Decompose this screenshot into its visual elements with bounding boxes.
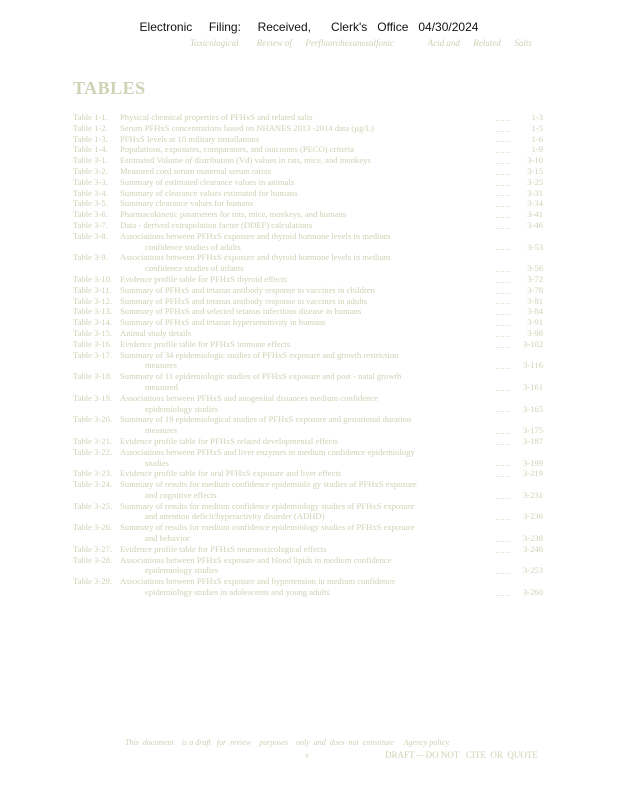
dot-leader — [496, 465, 510, 466]
dot-leader — [496, 228, 510, 229]
dot-leader — [496, 552, 510, 553]
toc-entry-title — [120, 350, 493, 372]
dot-leader — [496, 498, 510, 499]
toc-entry-page: 3-46 — [527, 219, 543, 230]
toc-entry-title-line: PFHxS levels at 10 military installations — [120, 133, 260, 144]
toc-entry-title-line: Summary of 19 epidemiological studies of PFHxS exposure and gestational duration — [120, 414, 412, 425]
toc-entry-title — [120, 436, 493, 447]
toc-entry-label: Table 3-4. — [73, 187, 108, 198]
toc-entry[interactable] — [73, 198, 543, 209]
dot-leader — [496, 519, 510, 520]
toc-entry-title-line: Evidence profile table for PFHxS thyroid effects — [120, 273, 287, 284]
dot-leader — [496, 120, 510, 121]
toc-entry[interactable] — [73, 555, 543, 577]
toc-entry-label: Table 1-4. — [73, 144, 108, 155]
dot-leader — [496, 195, 510, 196]
page-number: v — [305, 751, 309, 760]
page-title: TABLES — [73, 78, 146, 98]
toc-entry[interactable] — [73, 296, 543, 307]
toc-entry-page: 3-175 — [522, 425, 543, 436]
toc-entry-title-continuation: studies — [145, 457, 169, 468]
toc-entry-title — [120, 306, 493, 317]
toc-entry-title-line: Summary of 34 epidemiologic studies of PFHxS exposure and growth restriction — [120, 349, 399, 360]
toc-entry-title — [120, 134, 493, 145]
toc-entry-page: 3-116 — [523, 360, 543, 371]
toc-entry-title-line: Associations between PFHxS exposure and blood lipids in medium confidence — [120, 554, 392, 565]
dot-leader — [496, 206, 510, 207]
toc-entry-title — [120, 393, 493, 415]
toc-entry-page: 3-31 — [527, 187, 543, 198]
dot-leader — [496, 595, 510, 596]
toc-entry-title-line: Summary of PFHxS and tetanus hypersensitivity in humans — [120, 317, 326, 328]
toc-entry-page: 3-98 — [527, 327, 543, 338]
toc-entry-title-line: Associations between PFHxS and anogenital distances medium confidence — [120, 392, 378, 403]
toc-entry-title — [120, 296, 493, 307]
dot-leader — [496, 314, 510, 315]
toc-entry-page: 1-5 — [531, 122, 543, 133]
toc-entry-title — [120, 198, 493, 209]
toc-entry[interactable] — [73, 501, 543, 523]
toc-entry-page: 3-25 — [527, 176, 543, 187]
dot-leader — [496, 131, 510, 132]
toc-entry[interactable] — [73, 371, 543, 393]
toc-entry-label: Table 3-8. — [73, 230, 108, 241]
toc-entry-title-continuation: and behavior — [145, 533, 190, 544]
dot-leader — [496, 336, 510, 337]
toc-entry-page: 3-84 — [527, 306, 543, 317]
toc-entry-page: 1-3 — [531, 112, 543, 122]
toc-entry-label: Table 3-10. — [73, 273, 113, 284]
toc-entry-page: 3-236 — [522, 511, 543, 522]
toc-entry-label: Table 3-25. — [73, 500, 113, 511]
dot-leader — [496, 152, 510, 153]
toc-entry-title — [120, 220, 493, 231]
toc-entry-title-continuation: and cognitive effects — [145, 489, 217, 500]
toc-entry-title — [120, 479, 493, 501]
toc-entry-page: 3-161 — [522, 381, 543, 392]
toc-entry-title — [120, 414, 493, 436]
toc-entry-title-continuation: and attention deficit/hyperactivity disorder (ADHD) — [145, 511, 325, 522]
toc-entry-title — [120, 144, 493, 155]
toc-entry-page: 3-72 — [527, 273, 543, 284]
toc-entry-title — [120, 371, 493, 393]
toc-entry-title — [120, 339, 493, 350]
toc-entry-title-line: Summary of results for medium confidence epidemiology studies of PFHxS exposure — [120, 522, 415, 533]
toc-entry-title — [120, 285, 493, 296]
toc-entry-title-line: Pharmacokinetic parameters for rats, mice, monkeys, and humans — [120, 209, 347, 220]
toc-entry-title — [120, 576, 493, 598]
toc-entry[interactable] — [73, 544, 543, 555]
toc-entry-label: Table 3-3. — [73, 176, 108, 187]
toc-entry-title-line: Summary of PFHxS and tetanus antibody response to vaccines in adults — [120, 295, 368, 306]
toc-entry-title — [120, 555, 493, 577]
dot-leader — [496, 541, 510, 542]
toc-entry-title-line: Measured cord serum maternal serum ratios — [120, 165, 272, 176]
toc-entry-label: Table 3-29. — [73, 576, 113, 587]
toc-entry-page: 3-253 — [522, 565, 543, 576]
toc-entry-title — [120, 177, 493, 188]
toc-entry-page: 1-6 — [531, 133, 543, 144]
toc-entry-title — [120, 501, 493, 523]
toc-entry-title-line: Summary of 11 epidemiologic studies of PFHxS exposure and post - natal growth — [120, 371, 402, 382]
dot-leader — [496, 185, 510, 186]
toc-entry[interactable] — [73, 274, 543, 285]
toc-entry-title-line: Animal study details — [120, 327, 192, 338]
toc-entry-title-line: Summary of clearance values estimated for humans — [120, 187, 298, 198]
toc-entry[interactable] — [73, 188, 543, 199]
dot-leader — [496, 368, 510, 369]
toc-entry[interactable] — [73, 123, 543, 134]
toc-entry-title — [120, 317, 493, 328]
dot-leader — [496, 282, 510, 283]
toc-entry-label: Table 3-21. — [73, 435, 113, 446]
dot-leader — [496, 163, 510, 164]
toc-entry-label: Table 3-24. — [73, 479, 113, 490]
toc-entry-title-line: Physical chemical properties of PFHxS and related salts — [120, 112, 313, 122]
toc-entry-page: 3-15 — [527, 165, 543, 176]
toc-entry-title-line: Associations between PFHxS exposure and thyroid hormone levels in medium — [120, 230, 391, 241]
toc-entry-title-line: Summary of PFHxS and selected tetanus infectious disease in humans — [120, 306, 362, 317]
toc-entry[interactable] — [73, 112, 543, 123]
toc-entry-label: Table 3-19. — [73, 392, 113, 403]
toc-entry-label: Table 3-6. — [73, 209, 108, 220]
toc-entry[interactable] — [73, 285, 543, 296]
toc-entry[interactable] — [73, 447, 543, 469]
toc-entry-title-line: Estimated Volume of distribution (Vd) values in rats, mice, and monkeys — [120, 155, 371, 166]
draft-notice: This document is a draft for review purposes only and does not constitute Agency policy. — [125, 738, 451, 747]
dot-leader — [496, 433, 510, 434]
toc-entry[interactable] — [73, 317, 543, 328]
toc-entry-label: Table 3-13. — [73, 306, 113, 317]
dot-leader — [496, 174, 510, 175]
toc-entry-title-line: Populations, exposures, comparators, and outcomes (PECO) criteria — [120, 144, 355, 155]
toc-entry-label: Table 3-9. — [73, 252, 108, 263]
toc-entry-title-continuation: epidemiology studies — [145, 565, 219, 576]
dot-leader — [496, 325, 510, 326]
toc-entry-page: 3-56 — [527, 263, 543, 274]
toc-entry-title-line: Summary of results for medium confidence epidemiolo gy studies of PFHxS exposure — [120, 479, 417, 490]
dot-leader — [496, 390, 510, 391]
toc-entry-title — [120, 155, 493, 166]
toc-entry-title — [120, 209, 493, 220]
running-title: Toxicological Review of Perfluorohexanesulfonic Acid and Related Salts — [190, 38, 532, 48]
toc-entry-title-line: Associations between PFHxS exposure and hypertension in medium confidence — [120, 576, 395, 587]
dot-leader — [496, 271, 510, 272]
toc-entry-label: Table 3-11. — [73, 284, 112, 295]
toc-entry-title-line: Associations between PFHxS and liver enzymes in medium confidence epidemiology — [120, 446, 415, 457]
toc-entry-title-line: Summary of PFHxS and tetanus antibody response to vaccines in children — [120, 284, 375, 295]
toc-entry-title-line: Evidence profile table for PFHxS related developmental effects — [120, 435, 339, 446]
toc-entry[interactable] — [73, 231, 543, 253]
toc-entry[interactable] — [73, 436, 543, 447]
toc-entry-title-line: Evidence profile table for PFHxS neurotoxicological effects — [120, 543, 327, 554]
dot-leader — [496, 476, 510, 477]
toc-entry-title — [120, 328, 493, 339]
dot-leader — [496, 249, 510, 250]
toc-entry-page: 3-102 — [522, 338, 543, 349]
toc-entry-page: 3-91 — [527, 317, 543, 328]
toc-entry[interactable] — [73, 177, 543, 188]
toc-entry-label: Table 1-1. — [73, 112, 108, 122]
toc-entry-page: 3-41 — [527, 209, 543, 220]
toc-entry-label: Table 3-7. — [73, 219, 108, 230]
toc-entry-title — [120, 468, 493, 479]
toc-entry-label: Table 3-17. — [73, 349, 113, 360]
toc-entry[interactable] — [73, 522, 543, 544]
toc-entry[interactable] — [73, 220, 543, 231]
toc-entry-label: Table 3-14. — [73, 317, 113, 328]
toc-entry-label: Table 3-28. — [73, 554, 113, 565]
toc-entry-page: 3-78 — [527, 284, 543, 295]
toc-entry-label: Table 3-27. — [73, 543, 113, 554]
toc-entry[interactable] — [73, 414, 543, 436]
toc-entry-page: 3-238 — [522, 533, 543, 544]
toc-entry-page: 3-187 — [522, 435, 543, 446]
toc-entry-page: 3-199 — [522, 457, 543, 468]
toc-entry-title-continuation: confidence studies of adults — [145, 241, 241, 252]
toc-entry[interactable] — [73, 134, 543, 145]
dot-leader — [496, 303, 510, 304]
toc-entry-title-continuation: epidemiology studies in adolescents and young adults — [145, 587, 330, 598]
toc-entry-page: 3-81 — [527, 295, 543, 306]
toc-entry[interactable] — [73, 339, 543, 350]
toc-entry[interactable] — [73, 166, 543, 177]
toc-entry-title — [120, 522, 493, 544]
toc-entry-page: 3-10 — [527, 155, 543, 166]
toc-entry[interactable] — [73, 479, 543, 501]
toc-entry[interactable] — [73, 155, 543, 166]
toc-entry-label: Table 3-26. — [73, 522, 113, 533]
toc-entry[interactable] — [73, 328, 543, 339]
toc-entry-title — [120, 252, 493, 274]
dot-leader — [496, 573, 510, 574]
toc-entry-label: Table 3-18. — [73, 371, 113, 382]
toc-entry-title-line: Data - derived extrapolation factor (DDEF) calculations — [120, 219, 313, 230]
toc-entry-label: Table 3-2. — [73, 165, 108, 176]
toc-entry-label: Table 3-22. — [73, 446, 113, 457]
toc-entry-label: Table 3-15. — [73, 327, 113, 338]
toc-entry-title-line: Summary of estimated clearance values in animals — [120, 176, 295, 187]
toc-entry-label: Table 3-16. — [73, 338, 113, 349]
toc-entry-label: Table 1-2. — [73, 122, 108, 133]
toc-entry-title — [120, 188, 493, 199]
draft-stamp: DRAFT —DO NOT CITE OR QUOTE — [385, 750, 538, 760]
toc-entry-title — [120, 166, 493, 177]
toc-entry-title-continuation: measured — [145, 381, 178, 392]
toc-entry-page: 3-246 — [522, 543, 543, 554]
toc-entry[interactable] — [73, 576, 543, 598]
toc-entry[interactable] — [73, 350, 543, 372]
toc-entry-title-line: Associations between PFHxS exposure and thyroid hormone levels in medium — [120, 252, 391, 263]
toc-entry-title-line: Evidence profile table for oral PFHxS exposure and liver effects — [120, 468, 342, 479]
dot-leader — [496, 293, 510, 294]
toc-entry-title-line: Summary of results for medium confidence epidemiology studies of PFHxS exposure — [120, 500, 415, 511]
dot-leader — [496, 444, 510, 445]
toc-entry-label: Table 3-20. — [73, 414, 113, 425]
toc-entry-label: Table 3-12. — [73, 295, 113, 306]
toc-entry[interactable] — [73, 252, 543, 274]
dot-leader — [496, 411, 510, 412]
toc-entry[interactable] — [73, 393, 543, 415]
toc-entry-label: Table 3-1. — [73, 155, 108, 166]
toc-entry-label: Table 1-3. — [73, 133, 108, 144]
dot-leader — [496, 141, 510, 142]
toc-entry-title — [120, 112, 493, 123]
toc-entry-page: 3-231 — [522, 489, 543, 500]
dot-leader — [496, 347, 510, 348]
toc-entry-label: Table 3-5. — [73, 198, 108, 209]
toc-entry[interactable] — [73, 144, 543, 155]
toc-entry[interactable] — [73, 209, 543, 220]
toc-entry-title-continuation: epidemiology studies — [145, 403, 219, 414]
toc-entry-title-continuation: measures — [145, 360, 177, 371]
toc-entry-page: 3-165 — [522, 403, 543, 414]
toc-entry-label: Table 3-23. — [73, 468, 113, 479]
filing-stamp: Electronic Filing: Received, Clerk's Office 04/30/2024 — [139, 20, 479, 34]
toc-entry-title-continuation: measures — [145, 425, 177, 436]
toc-entry-title — [120, 274, 493, 285]
toc-entry-page: 3-53 — [527, 241, 543, 252]
toc-entry-title — [120, 544, 493, 555]
toc-entry-title — [120, 123, 493, 134]
dot-leader — [496, 217, 510, 218]
toc-entry[interactable] — [73, 306, 543, 317]
toc-entry-title-line: Evidence profile table for PFHxS immune effects — [120, 338, 291, 349]
toc-entry-page: 3-219 — [522, 468, 543, 479]
toc-entry-title — [120, 447, 493, 469]
toc-entry-page: 3-260 — [522, 587, 543, 598]
toc-entry-title-line: Serum PFHxS concentrations based on NHANES 2013 -2014 data (µg/L) — [120, 122, 374, 133]
toc-entry-page: 1-9 — [531, 144, 543, 155]
table-of-tables — [73, 112, 543, 598]
toc-entry-title — [120, 231, 493, 253]
toc-entry[interactable] — [73, 468, 543, 479]
toc-entry-page: 3-34 — [527, 198, 543, 209]
toc-entry-title-continuation: confidence studies of infants — [145, 263, 244, 274]
toc-entry-title-line: Summary clearance values for humans — [120, 198, 254, 209]
